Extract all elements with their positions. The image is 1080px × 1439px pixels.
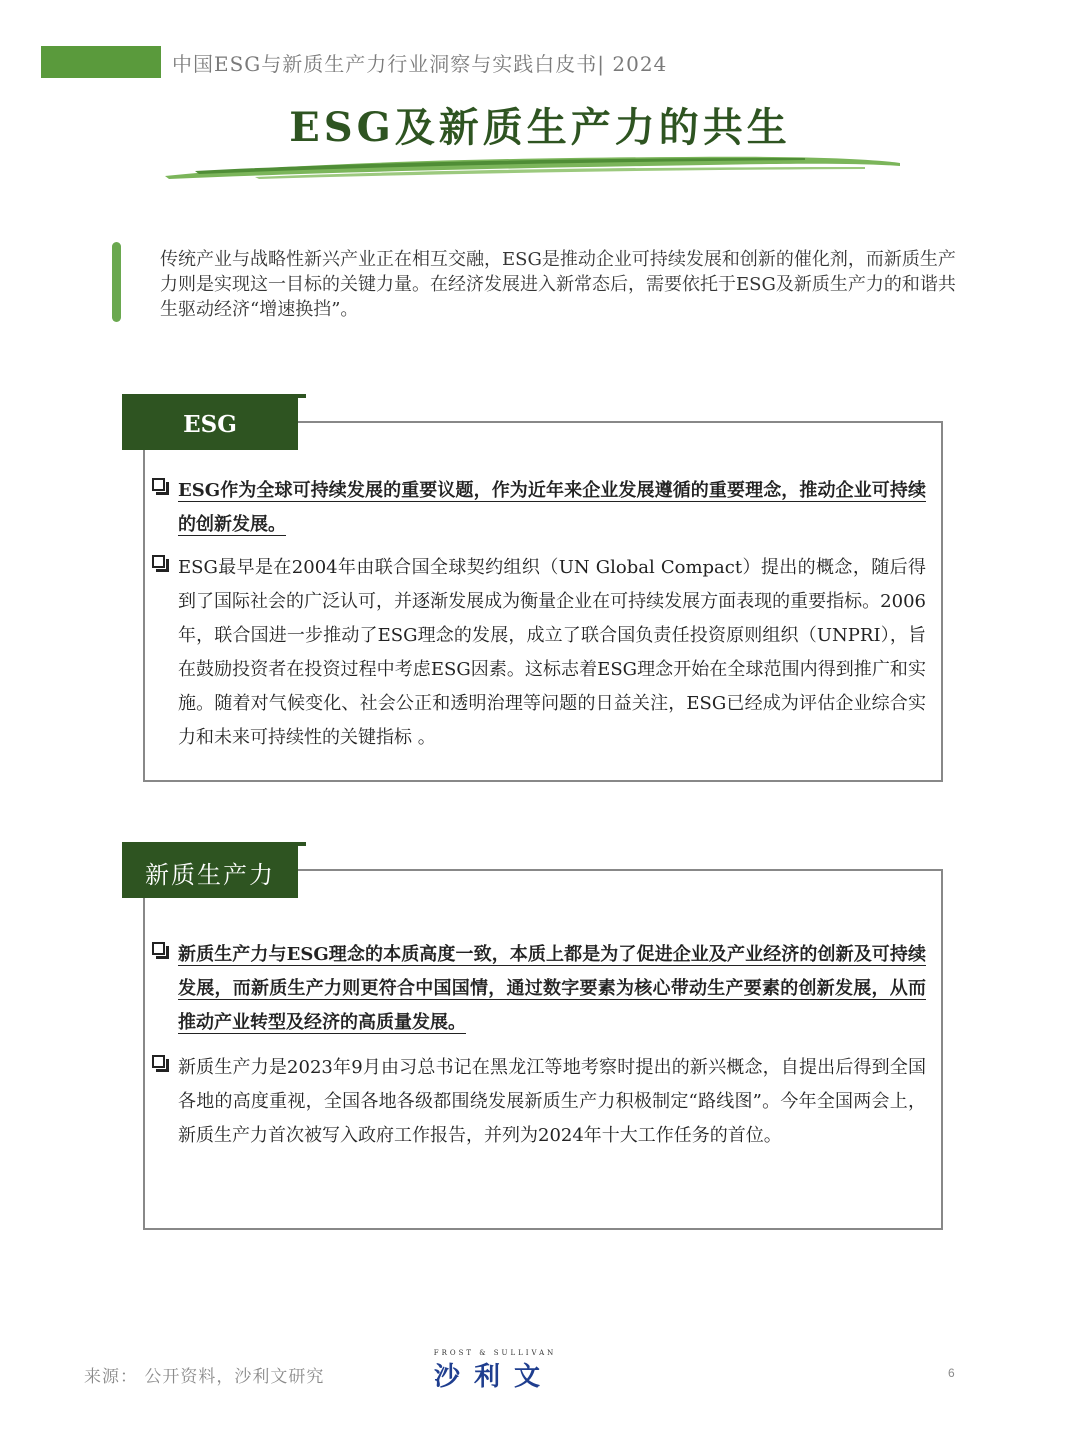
brush-stroke-decoration bbox=[165, 150, 900, 182]
footer-source: 来源： 公开资料，沙利文研究 bbox=[84, 1367, 325, 1387]
new-productivity-section-tab bbox=[122, 842, 298, 898]
esg-section-tab bbox=[122, 394, 298, 450]
frost-sullivan-logo-en: FROST & SULLIVAN bbox=[433, 1349, 557, 1357]
esg-bullet-1-text: ESG作为全球可持续发展的重要议题，作为近年来企业发展遵循的重要理念，推动企业可持续的创新发展。 bbox=[178, 480, 926, 535]
new-productivity-bullet-1-text: 新质生产力与ESG理念的本质高度一致，本质上都是为了促进企业及产业经济的创新及可持续发展，而新质生产力则更符合中国国情，通过数字要素为核心带动生产要素的创新发展，从而推动产业转型及经济的高质量发展。 bbox=[178, 944, 926, 1033]
esg-bullet-1 bbox=[152, 474, 926, 542]
page-title: ESG及新质生产力的共生 bbox=[289, 104, 791, 151]
intro-accent-bar bbox=[112, 242, 121, 322]
esg-bullet-2-text: ESG最早是在2004年由联合国全球契约组织（UN Global Compact）提出的概念，随后得到了国际社会的广泛认可，并逐渐发展成为衡量企业在可持续发展方面表现的重要指标。2006年，联合国进一步推动了ESG理念的发展，成立了联合国负责任投资原则组织（UNPRI），旨在鼓励投资者在投资过程中考虑ESG因素。这标志着ESG理念开始在全球范围内得到推广和实施。随着对气候变化、社会公正和透明治理等问题的日益关注，ESG已经成为评估企业综合实力和未来可持续性的关键指标 。 bbox=[178, 557, 926, 748]
new-productivity-tab-label: 新质生产力 bbox=[145, 860, 275, 889]
checkbox-bullet-icon bbox=[152, 478, 165, 491]
frost-sullivan-logo-cn: 沙利文 bbox=[434, 1362, 555, 1392]
new-productivity-bullet-1 bbox=[152, 938, 926, 1040]
header-accent-bar bbox=[41, 46, 161, 78]
checkbox-bullet-icon bbox=[152, 942, 165, 955]
new-productivity-bullet-2 bbox=[152, 1051, 926, 1153]
new-productivity-bullet-2-text: 新质生产力是2023年9月由习总书记在黑龙江等地考察时提出的新兴概念，自提出后得到全国各地的高度重视，全国各地各级都围绕发展新质生产力积极制定“路线图”。今年全国两会上，新质生产力首次被写入政府工作报告，并列为2024年十大工作任务的首位。 bbox=[178, 1057, 926, 1146]
new-productivity-section-box bbox=[143, 869, 943, 1230]
page-number: 6 bbox=[948, 1366, 955, 1380]
checkbox-bullet-icon bbox=[152, 1055, 165, 1068]
document-header-title: 中国ESG与新质生产力行业洞察与实践白皮书| 2024 bbox=[172, 52, 668, 76]
intro-paragraph: 传统产业与战略性新兴产业正在相互交融，ESG是推动企业可持续发展和创新的催化剂，而新质生产力则是实现这一目标的关键力量。在经济发展进入新常态后，需要依托于ESG及新质生产力的和谐共生驱动经济“增速换挡”。 bbox=[160, 249, 956, 320]
esg-tab-label: ESG bbox=[183, 410, 237, 438]
esg-bullet-2 bbox=[152, 551, 926, 755]
checkbox-bullet-icon bbox=[152, 555, 165, 568]
